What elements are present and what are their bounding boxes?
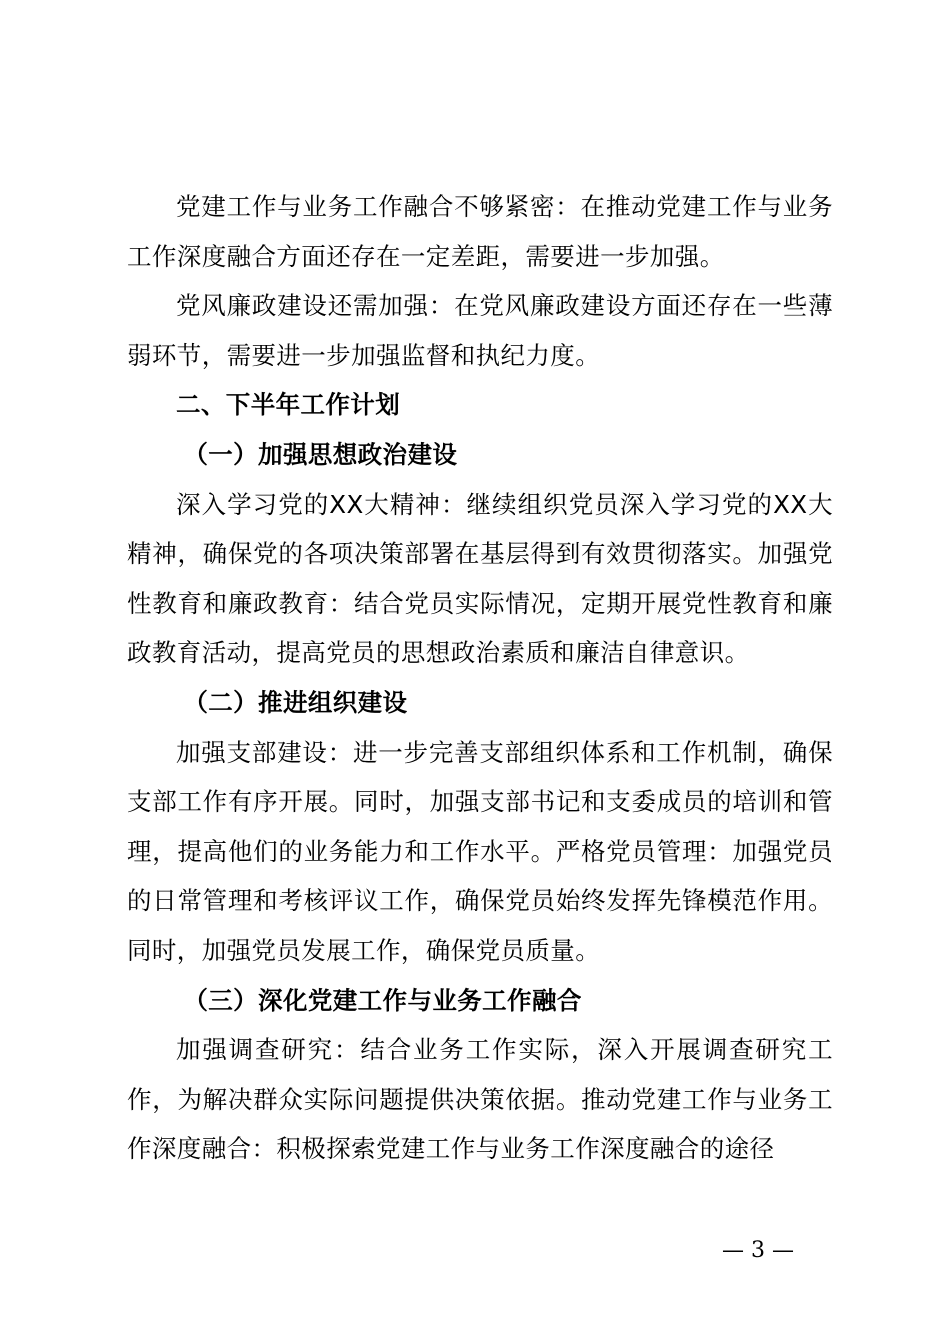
paragraph-integration-issue: 党建工作与业务工作融合不够紧密：在推动党建工作与业务工作深度融合方面还存在一定差距，需要进一步加强。 xyxy=(127,192,833,271)
paragraph-integration: 加强调查研究：结合业务工作实际，深入开展调查研究工作，为解决群众实际问题提供决策依据。推动党建工作与业务工作深度融合：积极探索党建工作与业务工作深度融合的途径 xyxy=(127,1035,833,1164)
subheading-integration: （三）深化党建工作与业务工作融合 xyxy=(183,985,582,1015)
subheading-ideological: （一）加强思想政治建设 xyxy=(183,439,458,469)
page-number: — 3 — xyxy=(722,1238,794,1263)
section-heading-plan: 二、下半年工作计划 xyxy=(176,390,401,420)
paragraph-ideological: 深入学习党的XX大精神：继续组织党员深入学习党的XX大精神，确保党的各项决策部署在基层得到有效贯彻落实。加强党性教育和廉政教育：结合党员实际情况，定期开展党性教育和廉政教育活动，提高党员的思想政治素质和廉洁自律意识。 xyxy=(127,489,833,668)
paragraph-organization: 加强支部建设：进一步完善支部组织体系和工作机制，确保支部工作有序开展。同时，加强支部书记和支委成员的培训和管理，提高他们的业务能力和工作水平。严格党员管理：加强党员的日常管理和考核评议工作，确保党员始终发挥先锋模范作用。同时，加强党员发展工作，确保党员质量。 xyxy=(127,737,833,965)
subheading-organization: （二）推进组织建设 xyxy=(183,687,408,717)
paragraph-integrity-issue: 党风廉政建设还需加强：在党风廉政建设方面还存在一些薄弱环节，需要进一步加强监督和执纪力度。 xyxy=(127,291,833,370)
document-body xyxy=(127,182,833,1174)
